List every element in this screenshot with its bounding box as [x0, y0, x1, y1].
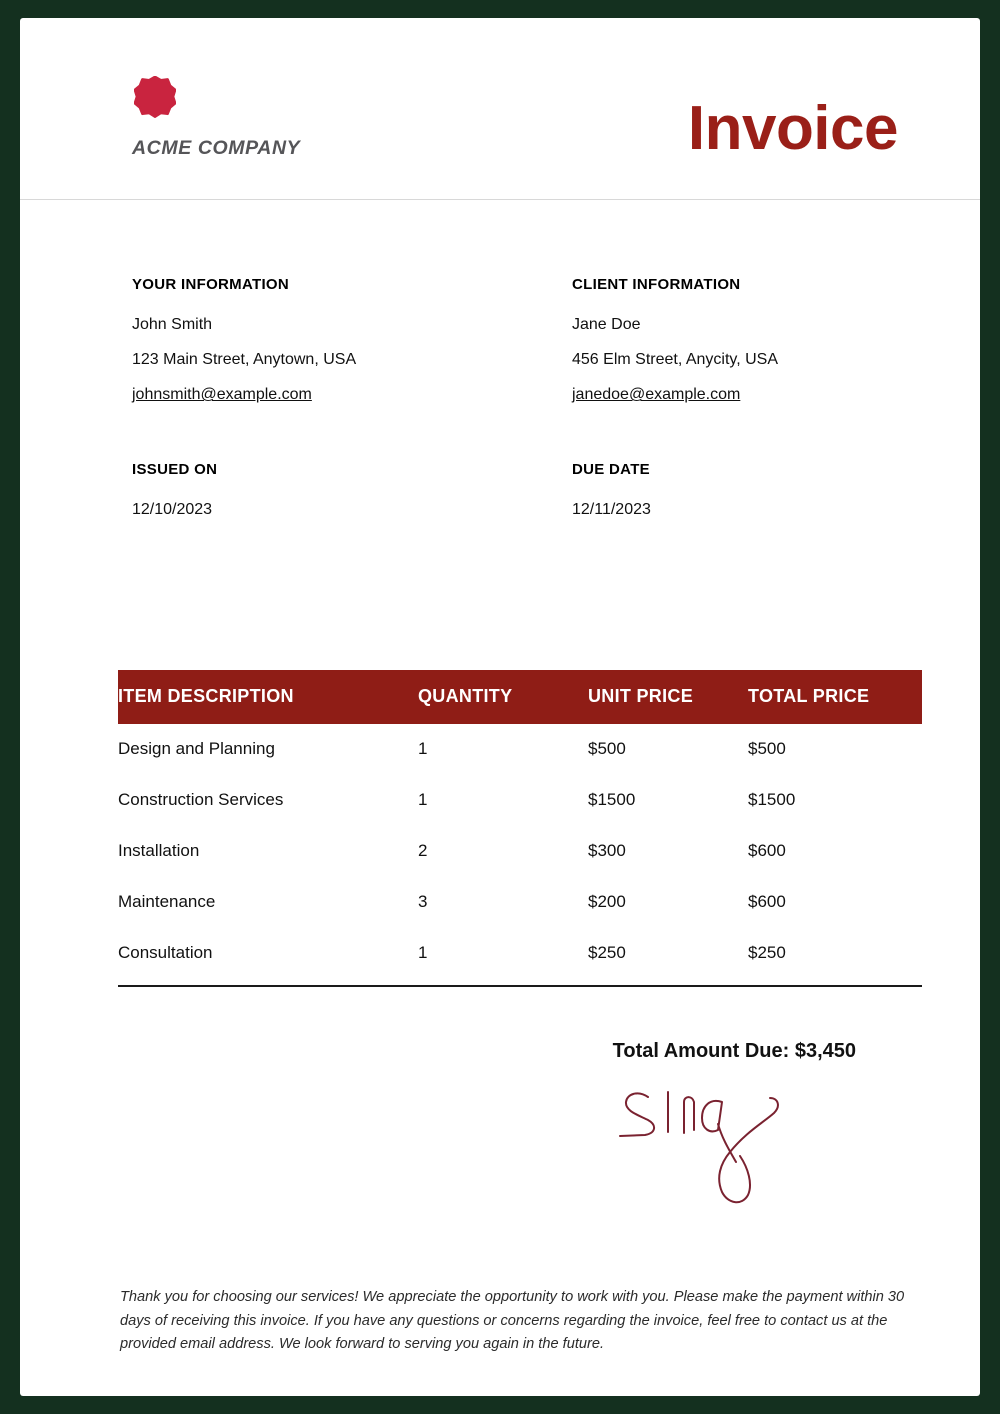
cell-description: Design and Planning [118, 739, 275, 758]
cell-unit-price: $250 [588, 943, 626, 962]
table-body [118, 724, 922, 979]
client-address: 456 Elm Street, Anycity, USA [572, 351, 779, 369]
cell-quantity: 1 [418, 790, 428, 809]
rosette-badge-icon [132, 76, 300, 118]
client-email-link[interactable]: janedoe@example.com [572, 386, 741, 404]
invoice-header [20, 18, 980, 200]
cell-total-price: $600 [748, 841, 786, 860]
table-row [118, 826, 922, 877]
client-name: Jane Doe [572, 316, 641, 333]
cell-unit-price: $200 [588, 892, 626, 911]
dates-section [132, 461, 892, 519]
cell-total-price: $250 [748, 943, 786, 962]
table-row [118, 775, 922, 826]
cell-quantity: 3 [418, 892, 428, 911]
due-date-label: DUE DATE [572, 461, 650, 478]
column-header-total-price: TOTAL PRICE [748, 670, 922, 724]
column-header-quantity: QUANTITY [418, 670, 588, 724]
column-header-unit-price: UNIT PRICE [588, 670, 748, 724]
your-address: 123 Main Street, Anytown, USA [132, 351, 357, 369]
client-information-label: CLIENT INFORMATION [572, 276, 741, 293]
cell-description: Consultation [118, 943, 213, 962]
your-information-block [132, 276, 572, 405]
cell-unit-price: $300 [588, 841, 626, 860]
cell-quantity: 2 [418, 841, 428, 860]
total-amount-due: Total Amount Due: $3,450 [612, 1040, 856, 1062]
cell-description: Maintenance [118, 892, 216, 911]
cell-quantity: 1 [418, 943, 428, 962]
cell-unit-price: $500 [588, 739, 626, 758]
items-table [118, 670, 922, 979]
table-row [118, 928, 922, 979]
cell-description: Construction Services [118, 790, 284, 809]
cell-quantity: 1 [418, 739, 428, 758]
cell-unit-price: $1500 [588, 790, 636, 809]
invoice-sheet [20, 18, 980, 1396]
client-information-block [572, 276, 892, 405]
due-date-block [572, 461, 892, 519]
brand-block [132, 76, 300, 160]
company-name: ACME COMPANY [132, 137, 301, 159]
issued-on-value: 12/10/2023 [132, 501, 213, 518]
column-header-description: ITEM DESCRIPTION [118, 670, 418, 724]
page-title: Invoice [687, 94, 898, 163]
header-divider [20, 199, 980, 200]
table-row [118, 724, 922, 775]
your-email-link[interactable]: johnsmith@example.com [132, 386, 312, 404]
cell-description: Installation [118, 841, 200, 860]
issued-on-label: ISSUED ON [132, 461, 218, 478]
cell-total-price: $500 [748, 739, 786, 758]
parties-section [132, 276, 892, 405]
table-row [118, 877, 922, 928]
table-header-row [118, 670, 922, 724]
cell-total-price: $1500 [748, 790, 796, 809]
your-information-label: YOUR INFORMATION [132, 276, 290, 293]
cell-total-price: $600 [748, 892, 786, 911]
handwritten-signature-icon [618, 1080, 818, 1210]
footer-note: Thank you for choosing our services! We appreciate the opportunity to work with you. Please make the payment within 30 days of receiving this invoice. If you have any questions or concerns regarding the invoice, feel free to contact us at the provided email address. We look forward to serving you again in the future. [120, 1289, 905, 1353]
your-name: John Smith [132, 316, 213, 333]
due-date-value: 12/11/2023 [572, 501, 651, 518]
issued-on-block [132, 461, 572, 519]
table-bottom-divider [118, 985, 922, 987]
